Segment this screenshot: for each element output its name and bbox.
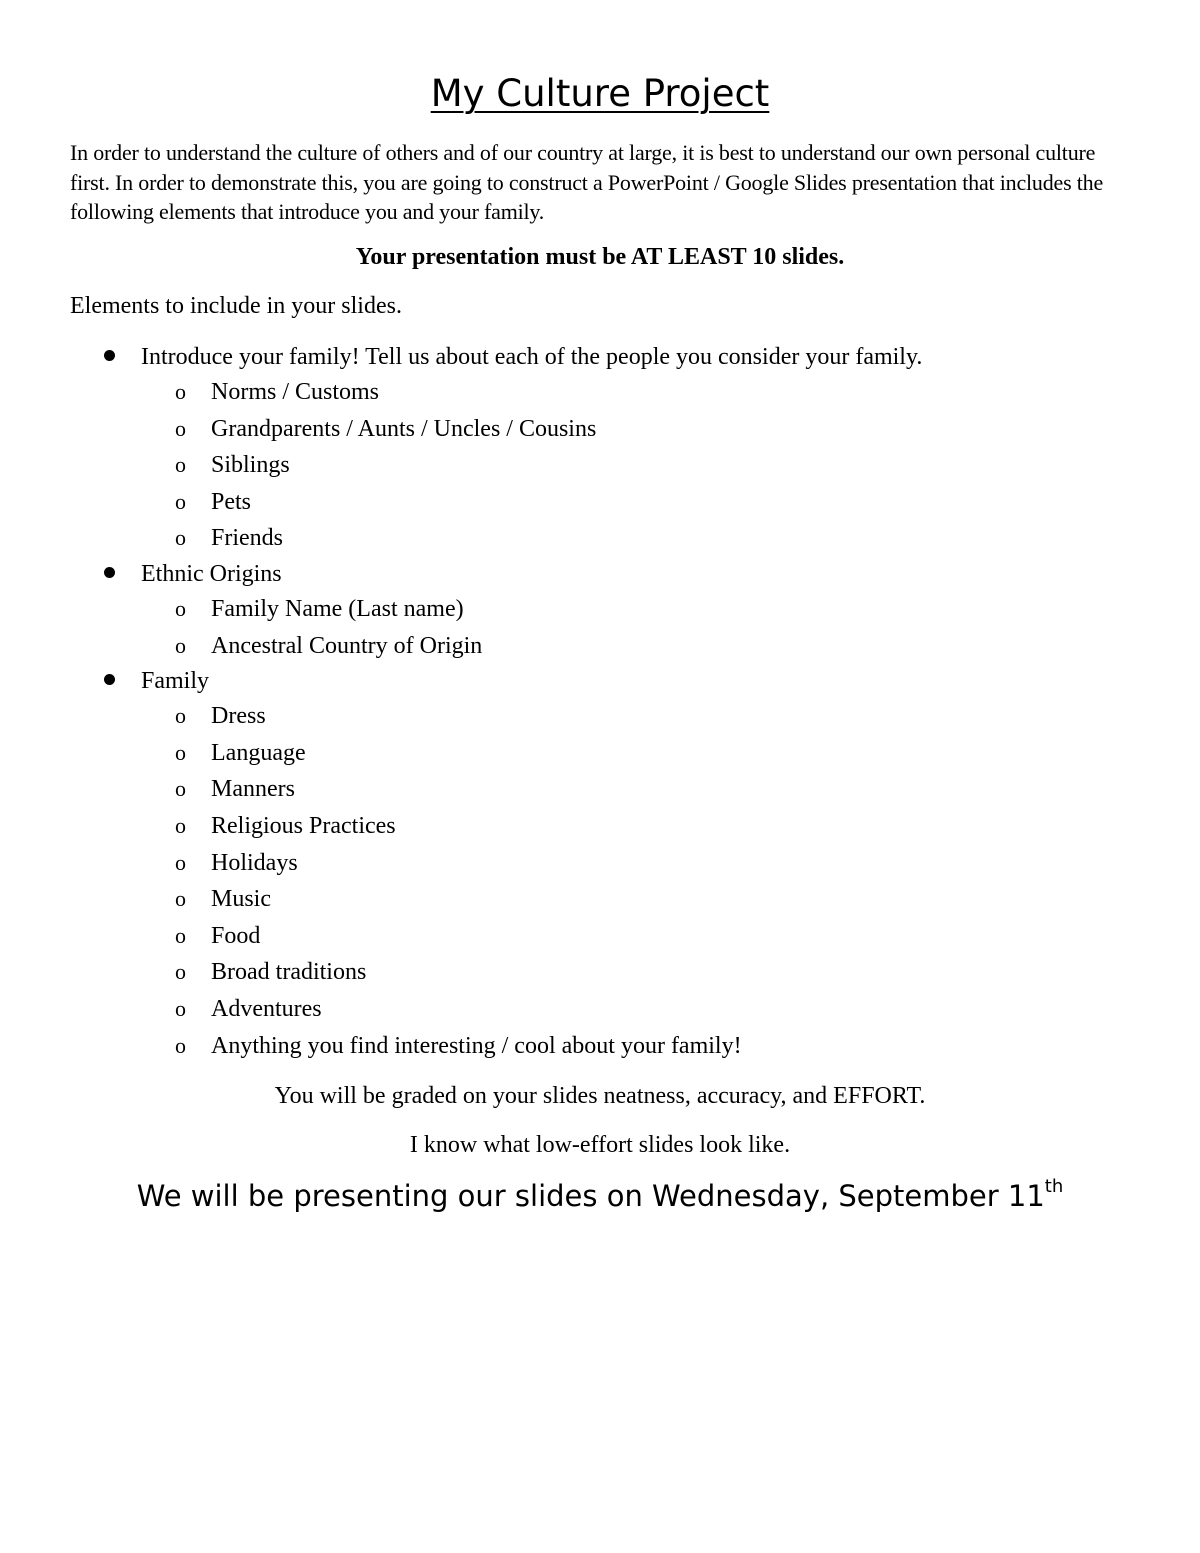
sub-item [0,954,1200,991]
sub-item [0,918,1200,955]
bullet-dot-icon [104,567,115,578]
sub-bullet-marker: o [175,703,186,729]
sub-bullet-marker: o [175,595,186,621]
sub-item-label: Norms / Customs [211,379,380,405]
presentation-date-note [0,1176,1200,1216]
sub-item [0,628,1200,665]
sub-bullet-marker: o [175,886,186,912]
sub-item [0,735,1200,772]
sub-bullet-marker: o [175,776,186,802]
sub-bullet-marker: o [175,525,186,551]
ordinal-suffix: th [1044,1176,1064,1197]
intro-paragraph: In order to understand the culture of others and of our country at large, it is best to understand our own personal culture first. In order to demonstrate this, you are going to construct a PowerPoint / Google Slides presentation that includes the following elements that introduce you and your family. [70,140,1104,224]
sub-item [0,808,1200,845]
low-effort-note: I know what low-effort slides look like. [409,1132,791,1158]
sub-item [0,881,1200,918]
sub-item-label: Dress [211,703,266,730]
bullet-label: Family [141,668,210,695]
sub-item-label: Food [211,922,261,949]
sub-item-label: Broad traditions [211,959,367,986]
bullet-dot-icon [104,674,115,685]
page-title: My Culture Project [430,72,770,115]
sub-item [0,591,1200,628]
sub-item [0,447,1200,484]
sub-bullet-marker: o [175,922,186,948]
presentation-date-text: We will be presenting our slides on Wednesday, September 11 [136,1179,1045,1213]
bullet-dot-icon [104,350,115,361]
sub-item-label: Music [211,886,271,913]
sub-item-label: Ancestral Country of Origin [211,632,483,659]
sub-bullet-marker: o [175,959,186,985]
sub-bullet-marker: o [175,995,186,1021]
sub-item [0,771,1200,808]
sub-item-label: Adventures [211,995,322,1022]
sub-item-label: Grandparents / Aunts / Uncles / Cousins [211,415,597,442]
sub-bullet-marker: o [175,379,186,404]
sub-item-label: Religious Practices [211,812,396,839]
sub-item-label: Family Name (Last name) [211,595,464,622]
bullet-label: Ethnic Origins [141,560,282,587]
slide-count-requirement: Your presentation must be AT LEAST 10 slides. [355,244,845,270]
sub-bullet-marker: o [175,632,186,658]
grading-note: You will be graded on your slides neatness, accuracy, and EFFORT. [274,1083,926,1109]
bullet-item [0,557,1200,591]
sub-item [0,698,1200,735]
bullet-item [0,664,1200,698]
sub-item [0,374,1200,411]
sub-item [0,411,1200,448]
sub-item-label: Siblings [211,452,290,479]
bullet-label: Introduce your family! Tell us about each of the people you consider your family. [141,344,923,370]
sub-item [0,991,1200,1028]
sub-item [0,520,1200,557]
sub-item-label: Anything you find interesting / cool about your family! [211,1032,742,1059]
sub-item-label: Manners [211,776,295,803]
sub-item-label: Holidays [211,849,298,876]
elements-heading: Elements to include in your slides. [70,293,402,319]
sub-item [0,845,1200,882]
sub-item [0,484,1200,521]
sub-item-label: Language [211,739,306,766]
sub-bullet-marker: o [175,452,186,478]
sub-bullet-marker: o [175,849,186,875]
sub-bullet-marker: o [175,1032,186,1058]
sub-bullet-marker: o [175,739,186,765]
bullet-item [0,340,1200,374]
sub-bullet-marker: o [175,488,186,514]
sub-bullet-marker: o [175,812,186,838]
elements-outline [0,340,1200,1064]
sub-item-label: Friends [211,525,283,552]
sub-item [0,1028,1200,1065]
sub-item-label: Pets [211,488,252,515]
sub-bullet-marker: o [175,415,186,441]
